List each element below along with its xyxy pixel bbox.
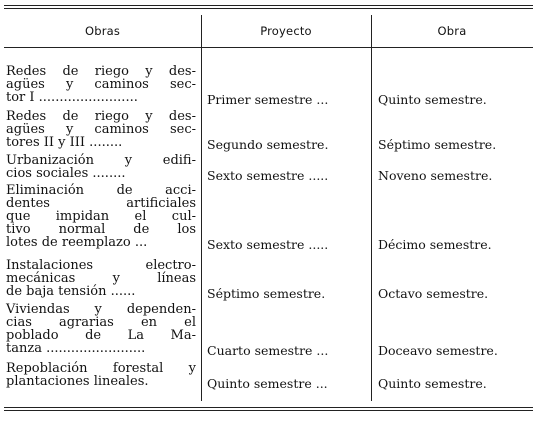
bottom-rule-2	[4, 410, 533, 411]
obra-cell: Noveno semestre.	[378, 167, 493, 183]
top-rule-2	[4, 8, 533, 9]
proyecto-cell: Cuarto semestre ...	[207, 342, 329, 358]
obras-line: agües y caminos sec-	[6, 121, 196, 137]
obras-cell	[6, 260, 196, 299]
obras-line: tanza ........................	[6, 340, 146, 356]
column-divider-1	[201, 15, 202, 401]
proyecto-cell: Quinto semestre ...	[207, 375, 328, 391]
obras-line: que impidan el cul-	[6, 208, 196, 224]
obras-line: Viviendas y dependen-	[6, 302, 196, 317]
header-proyecto: Proyecto	[260, 24, 312, 38]
obras-line: dentes artificiales	[6, 195, 196, 211]
obra-cell: Quinto semestre.	[378, 91, 487, 107]
obras-line: cios sociales ........	[6, 165, 126, 181]
obras-line: Repoblación forestal y	[6, 361, 196, 376]
top-rule-1	[4, 5, 533, 6]
obras-line: tivo normal de los	[6, 221, 196, 237]
proyecto-cell: Primer semestre ...	[207, 91, 329, 107]
obras-line: Urbanización y edifi-	[6, 153, 196, 168]
obras-line: Instalaciones electro-	[6, 258, 196, 273]
obras-cell	[6, 111, 196, 150]
obras-line: tores II y III ........	[6, 134, 123, 150]
obras-line: mecánicas y líneas	[6, 270, 196, 286]
obras-line: cias agrarias en el	[6, 314, 196, 330]
header-obra: Obra	[437, 24, 467, 38]
bottom-rule-1	[4, 407, 533, 408]
obras-line: agües y caminos sec-	[6, 76, 196, 92]
obras-cell	[6, 304, 196, 356]
obra-cell: Quinto semestre.	[378, 375, 487, 391]
obras-line: Redes de riego y des-	[6, 109, 196, 124]
obras-cell	[6, 363, 196, 389]
obra-cell: Doceavo semestre.	[378, 342, 498, 358]
column-divider-2	[371, 15, 372, 401]
obras-cell	[6, 185, 196, 250]
obras-cell	[6, 66, 196, 105]
obras-line: poblado de La Ma-	[6, 327, 196, 343]
header-rule	[4, 47, 533, 48]
obras-cell	[6, 155, 196, 181]
header-obras: Obras	[84, 24, 121, 38]
proyecto-cell: Sexto semestre .....	[207, 167, 329, 183]
obra-cell: Séptimo semestre.	[378, 136, 497, 152]
proyecto-cell: Segundo semestre.	[207, 136, 329, 152]
proyecto-cell: Séptimo semestre.	[207, 285, 326, 301]
obras-line: Eliminación de acci-	[6, 183, 196, 198]
obras-line: plantaciones lineales.	[6, 373, 149, 389]
obra-cell: Décimo semestre.	[378, 236, 492, 252]
proyecto-cell: Sexto semestre .....	[207, 236, 329, 252]
obras-line: lotes de reemplazo ...	[6, 234, 148, 250]
obra-cell: Octavo semestre.	[378, 285, 489, 301]
obras-line: Redes de riego y des-	[6, 64, 196, 79]
obras-line: tor I ........................	[6, 89, 138, 105]
obras-line: de baja tensión ......	[6, 283, 136, 299]
